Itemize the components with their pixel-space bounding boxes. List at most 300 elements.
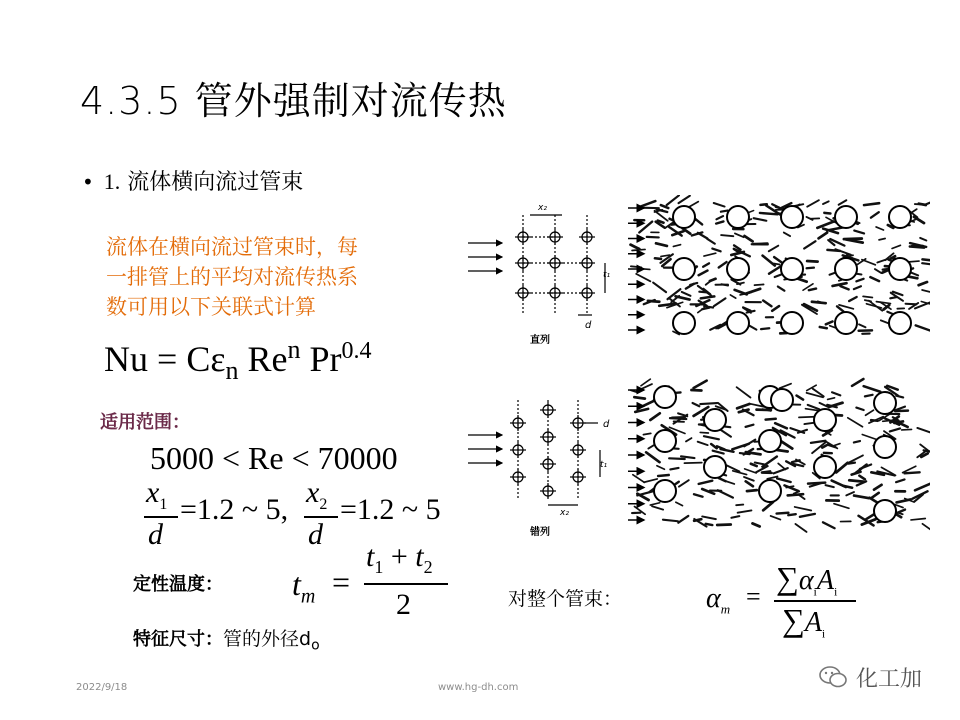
bundle-den-i: i xyxy=(821,626,826,641)
streamline xyxy=(817,221,833,227)
tube xyxy=(704,409,726,431)
def-temp-t2: t xyxy=(415,540,424,573)
streamline xyxy=(800,514,815,517)
streamline xyxy=(777,478,790,482)
streamline xyxy=(766,419,776,420)
streamline xyxy=(799,495,804,499)
streamline xyxy=(871,212,879,217)
streamline xyxy=(650,503,659,505)
streamline xyxy=(832,444,840,447)
ratio-x2: x xyxy=(306,476,320,509)
streamline xyxy=(716,221,723,223)
streamline xyxy=(854,496,869,499)
streamline xyxy=(826,322,833,325)
streamline xyxy=(736,505,743,506)
streamline xyxy=(895,411,908,412)
streamline xyxy=(740,453,750,454)
streamline xyxy=(700,403,717,404)
streamline xyxy=(714,203,725,207)
streamline xyxy=(864,203,879,205)
streamline xyxy=(795,524,806,532)
formula-nu: Nu xyxy=(104,339,148,379)
streamline xyxy=(699,481,713,484)
formula-re: Re xyxy=(247,339,288,379)
def-temp-denominator: 2 xyxy=(396,588,411,621)
streamline xyxy=(653,283,666,293)
streamline xyxy=(693,403,700,406)
def-temp-bar xyxy=(364,583,448,585)
streamline xyxy=(826,485,834,487)
inline-t1-label: t₁ xyxy=(603,270,611,280)
char-size xyxy=(133,624,320,654)
footer-date: 2022/9/18 xyxy=(76,682,128,693)
streamline xyxy=(916,325,930,331)
streamline xyxy=(862,434,876,439)
streamline xyxy=(647,237,659,238)
tube xyxy=(654,386,676,408)
tube xyxy=(654,430,676,452)
streamline xyxy=(744,236,752,241)
streamline xyxy=(849,480,863,481)
streamline xyxy=(744,440,755,447)
streamline xyxy=(656,243,667,246)
tube xyxy=(889,312,911,334)
streamline xyxy=(771,516,781,520)
def-temp-eq: = xyxy=(332,564,351,600)
formula-pr-sup: 0.4 xyxy=(341,338,372,364)
inline-d-label: d xyxy=(585,320,592,331)
streamline xyxy=(823,522,835,528)
streamline xyxy=(866,410,874,415)
streamline xyxy=(772,204,779,208)
streamline xyxy=(846,492,854,495)
streamline xyxy=(751,464,757,466)
streamline xyxy=(721,211,728,212)
streamline xyxy=(747,490,757,491)
tube xyxy=(889,258,911,280)
streamline xyxy=(836,463,847,473)
tube xyxy=(673,258,695,280)
staggered-t1-label: t₁ xyxy=(600,460,608,470)
streamline xyxy=(852,379,863,386)
streamline xyxy=(807,200,819,206)
streamline xyxy=(772,306,779,311)
streamline xyxy=(875,269,881,273)
streamline xyxy=(809,289,816,291)
streamline xyxy=(737,387,751,397)
streamline xyxy=(844,239,862,240)
streamline xyxy=(799,417,815,418)
streamline xyxy=(763,301,771,307)
streamline xyxy=(915,484,930,491)
def-temp-label: 定性温度： xyxy=(133,574,223,595)
streamline xyxy=(762,457,777,467)
description xyxy=(106,232,358,322)
streamline xyxy=(669,458,685,459)
streamline xyxy=(694,381,707,388)
streamline xyxy=(646,452,659,462)
streamline xyxy=(872,493,879,498)
streamline xyxy=(761,328,769,329)
streamline xyxy=(679,196,690,203)
bundle-lhs xyxy=(706,583,730,618)
formula-eps-sub: n xyxy=(225,356,239,386)
bundle-numerator xyxy=(776,560,837,600)
streamline xyxy=(684,463,701,464)
tube xyxy=(654,480,676,502)
streamline xyxy=(795,507,812,511)
ratio-d2: d xyxy=(308,518,323,551)
description-line-2: 一排管上的平均对流传热系 xyxy=(106,265,358,289)
streamline xyxy=(870,277,879,281)
streamline xyxy=(859,324,865,327)
streamline xyxy=(823,201,829,204)
staggered-flow-pattern xyxy=(628,379,930,533)
streamline xyxy=(637,491,654,496)
streamline xyxy=(718,490,733,497)
streamline xyxy=(634,397,645,398)
bundle-num-alpha: α xyxy=(798,565,814,596)
streamline xyxy=(714,298,726,306)
bundle-alpha: α xyxy=(706,583,721,614)
re-range-re: Re xyxy=(248,440,284,476)
streamline xyxy=(910,246,924,247)
bundle-num-i: i xyxy=(813,584,817,599)
tube xyxy=(759,430,781,452)
streamline xyxy=(854,231,864,234)
streamline xyxy=(735,233,744,237)
bundle-num-i2: i xyxy=(833,584,838,599)
streamline xyxy=(864,386,881,392)
nusselt-formula xyxy=(104,335,371,386)
streamline xyxy=(828,398,835,400)
formula-eps: ε xyxy=(210,339,226,379)
streamline xyxy=(896,479,905,482)
streamline xyxy=(904,472,919,473)
streamline xyxy=(631,245,640,249)
streamline xyxy=(917,428,930,434)
streamline xyxy=(769,246,779,252)
bullet-text: 流体横向流过管束 xyxy=(127,170,304,195)
streamline xyxy=(865,395,873,397)
streamline xyxy=(658,475,669,476)
streamline xyxy=(702,516,716,519)
formula-c: C xyxy=(186,339,211,379)
streamline xyxy=(922,290,930,292)
streamline xyxy=(915,204,926,205)
streamline xyxy=(870,498,878,503)
streamline xyxy=(745,469,757,473)
bullet-item xyxy=(82,165,303,196)
streamline xyxy=(633,475,645,483)
streamline xyxy=(667,195,679,205)
streamline xyxy=(859,476,864,480)
inline-x2-label: x₂ xyxy=(538,203,547,213)
streamline xyxy=(892,245,900,248)
description-line-3: 数可用以下关联式计算 xyxy=(106,295,316,319)
streamline xyxy=(833,283,847,286)
streamline xyxy=(655,258,661,259)
streamline xyxy=(703,263,709,266)
streamline xyxy=(652,506,663,509)
def-temp-t: t xyxy=(292,566,301,602)
streamline xyxy=(695,219,702,225)
streamline xyxy=(730,295,735,298)
streamline xyxy=(755,284,764,285)
tube xyxy=(814,456,836,478)
streamline xyxy=(769,266,781,274)
streamline xyxy=(716,216,723,219)
tube xyxy=(814,409,836,431)
tube xyxy=(781,206,803,228)
streamline xyxy=(704,436,719,439)
streamline xyxy=(890,428,900,431)
streamline xyxy=(721,235,733,236)
streamline xyxy=(754,218,767,221)
streamline xyxy=(699,271,708,276)
streamline xyxy=(701,296,714,298)
bundle-sum-den: ∑ xyxy=(782,602,805,638)
range-label: 适用范围： xyxy=(100,412,190,433)
streamline xyxy=(794,491,800,493)
streamline xyxy=(763,502,773,510)
streamline xyxy=(746,425,754,427)
streamline xyxy=(923,259,930,261)
streamline xyxy=(778,287,785,291)
streamline xyxy=(839,200,847,205)
ratio-1-value: =1.2 ~ 5, xyxy=(180,493,289,526)
streamline xyxy=(700,432,708,433)
streamline xyxy=(834,504,849,509)
streamline xyxy=(849,455,863,462)
streamline xyxy=(636,274,650,281)
streamline xyxy=(804,241,815,248)
def-temp-t2-sub: 2 xyxy=(423,557,433,577)
tube xyxy=(759,480,781,502)
streamline xyxy=(879,238,885,239)
streamline xyxy=(811,441,826,443)
streamline xyxy=(650,413,659,420)
streamline xyxy=(863,296,872,297)
bullet-number: 1. xyxy=(103,169,121,194)
streamline xyxy=(832,481,846,487)
streamline xyxy=(866,514,874,519)
streamline xyxy=(631,266,641,267)
streamline xyxy=(775,274,782,277)
streamline xyxy=(922,263,930,265)
bullet-dot: • xyxy=(82,170,94,194)
streamline xyxy=(713,451,724,454)
streamline xyxy=(854,286,861,289)
streamline xyxy=(840,286,848,289)
tube xyxy=(673,206,695,228)
formula-re-sup: n xyxy=(287,335,301,364)
re-range-max: 70000 xyxy=(317,440,398,476)
tube xyxy=(727,258,749,280)
streamline xyxy=(906,304,917,305)
streamline xyxy=(712,249,720,252)
streamline xyxy=(707,239,715,244)
streamline xyxy=(837,306,844,311)
tube-bundle-diagram xyxy=(460,195,930,545)
staggered-schematic xyxy=(468,400,600,505)
streamline xyxy=(694,519,701,521)
formula-eq: = xyxy=(157,339,178,379)
streamline xyxy=(746,481,753,486)
bundle-label: 对整个管束： xyxy=(508,588,623,610)
ratio-x2-sub: 2 xyxy=(319,496,328,513)
streamline xyxy=(807,261,818,262)
tube xyxy=(673,312,695,334)
streamline xyxy=(678,413,687,416)
streamline xyxy=(812,302,826,303)
streamline xyxy=(698,442,708,445)
bundle-eq: = xyxy=(746,582,761,611)
re-range xyxy=(150,440,398,477)
streamline xyxy=(848,418,863,427)
re-range-lt1: < xyxy=(222,440,241,476)
tube xyxy=(781,312,803,334)
streamline xyxy=(673,245,680,247)
streamline xyxy=(806,217,812,220)
def-temp-lhs xyxy=(292,566,315,608)
streamline xyxy=(788,514,795,515)
ratio-d1: d xyxy=(148,518,163,551)
streamline xyxy=(876,302,890,304)
streamline xyxy=(854,441,860,442)
tube xyxy=(835,206,857,228)
streamline xyxy=(874,485,881,490)
streamline xyxy=(911,519,925,520)
staggered-x2-label: x₂ xyxy=(560,508,569,518)
streamline xyxy=(876,227,883,230)
char-size-label: 特征尺寸： xyxy=(133,629,223,650)
streamline xyxy=(737,404,749,408)
brand-logo: 化工加 xyxy=(856,667,923,692)
footer-url: www.hg-dh.com xyxy=(438,682,519,693)
inline-flow-pattern xyxy=(628,195,930,334)
streamline xyxy=(777,450,787,451)
tube xyxy=(727,312,749,334)
bundle-alpha-sub: m xyxy=(720,601,731,617)
streamline xyxy=(760,204,766,205)
streamline xyxy=(920,238,926,241)
def-temp-plus: + xyxy=(390,540,408,573)
tube xyxy=(781,258,803,280)
streamline xyxy=(706,524,713,525)
streamline xyxy=(639,201,655,207)
streamline xyxy=(797,396,803,400)
streamline xyxy=(784,233,790,237)
inline-schematic xyxy=(468,215,605,315)
inline-label: 直列 xyxy=(530,335,550,346)
streamline xyxy=(681,456,694,458)
streamline xyxy=(780,384,792,388)
bundle-denominator xyxy=(782,602,825,642)
streamline xyxy=(682,292,691,296)
streamline xyxy=(731,252,743,255)
streamline xyxy=(719,478,726,481)
streamline xyxy=(922,524,930,533)
streamline xyxy=(679,480,689,486)
streamline xyxy=(820,327,827,328)
tube xyxy=(874,392,896,414)
streamline xyxy=(824,213,830,214)
streamline xyxy=(670,468,678,469)
wechat-icon xyxy=(818,664,848,690)
def-temp-t1: t xyxy=(366,540,375,573)
streamline xyxy=(657,466,665,470)
tube xyxy=(771,389,793,411)
streamline xyxy=(827,250,839,251)
streamline xyxy=(805,409,817,411)
streamline xyxy=(807,268,814,269)
streamline xyxy=(786,486,793,487)
tube xyxy=(835,312,857,334)
streamline xyxy=(731,516,739,518)
char-size-text: 管的外径d xyxy=(223,628,312,650)
streamline xyxy=(774,468,788,473)
streamline xyxy=(760,213,778,214)
staggered-label: 错列 xyxy=(530,527,550,538)
staggered-d-label: d xyxy=(603,419,610,430)
streamline xyxy=(819,233,828,239)
streamline xyxy=(704,253,716,256)
bundle-den-A: A xyxy=(804,607,822,638)
bundle-sum-num: ∑ xyxy=(776,560,799,596)
tube xyxy=(874,436,896,458)
streamline xyxy=(678,516,688,523)
streamline xyxy=(717,446,725,449)
streamline xyxy=(865,300,871,301)
streamline xyxy=(919,282,927,285)
streamline xyxy=(897,499,911,502)
streamline xyxy=(738,510,752,512)
streamline xyxy=(753,523,760,526)
ratio-2-value: =1.2 ~ 5 xyxy=(340,493,441,526)
streamline xyxy=(832,392,840,395)
streamline xyxy=(643,433,650,434)
tube xyxy=(727,206,749,228)
char-size-sub: o xyxy=(311,637,320,654)
streamline xyxy=(849,297,857,301)
tube xyxy=(835,258,857,280)
tube xyxy=(889,206,911,228)
description-line-1: 流体在横向流过管束时，每 xyxy=(106,235,358,259)
def-temp-t-sub: m xyxy=(300,585,316,608)
streamline xyxy=(767,477,777,479)
streamline xyxy=(775,423,787,428)
streamline xyxy=(856,279,863,282)
def-temp-numerator xyxy=(366,540,433,578)
streamline xyxy=(719,262,727,267)
streamline xyxy=(676,502,683,505)
tube xyxy=(874,500,896,522)
slide-title: 4.3.5 管外强制对流传热 xyxy=(80,79,507,123)
re-range-lt2: < xyxy=(291,440,310,476)
ratio-x1: x xyxy=(146,476,160,509)
streamline xyxy=(788,494,803,495)
tube xyxy=(704,456,726,478)
streamline xyxy=(856,408,863,410)
re-range-min: 5000 xyxy=(150,440,214,476)
streamline xyxy=(644,479,657,482)
ratio-x1-sub: 1 xyxy=(159,496,168,513)
streamline xyxy=(777,513,789,514)
def-temp-t1-sub: 1 xyxy=(374,557,384,577)
formula-pr: Pr xyxy=(309,339,342,379)
streamline xyxy=(686,438,692,441)
